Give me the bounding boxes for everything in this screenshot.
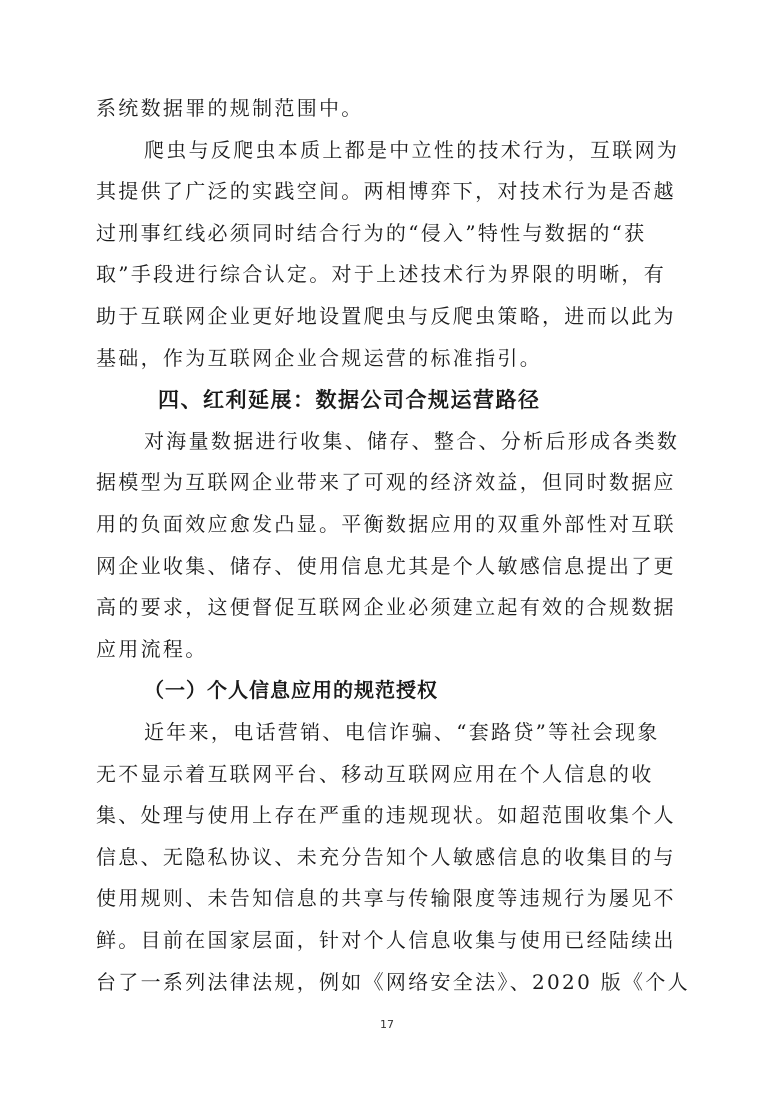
text-line: 对海量数据进行收集、储存、整合、分析后形成各类数: [144, 428, 680, 453]
text-line: 其提供了广泛的实践空间。两相博弈下，对技术行为是否越: [96, 179, 676, 204]
text-line: 用的负面效应愈发凸显。平衡数据应用的双重外部性对互联: [96, 512, 676, 536]
text-line: 无不显示着互联网平台、移动互联网应用在个人信息的收: [96, 761, 654, 786]
section-heading: 四、红利延展：数据公司合规运营路径: [158, 388, 541, 413]
text-line: 近年来，电话营销、电信诈骗、“套路贷”等社会现象: [144, 720, 660, 744]
text-line: 网企业收集、储存、使用信息尤其是个人敏感信息提出了更: [96, 553, 676, 578]
text-line: 取”手段进行综合认定。对于上述技术行为界限的明晰，有: [96, 262, 667, 287]
text-line: 信息、无隐私协议、未充分告知个人敏感信息的收集目的与: [96, 844, 676, 869]
text-line: 鲜。目前在国家层面，针对个人信息收集与使用已经陆续出: [96, 928, 676, 952]
text-line: 据模型为互联网企业带来了可观的经济效益，但同时数据应: [96, 470, 676, 495]
text-line: 助于互联网企业更好地设置爬虫与反爬虫策略，进而以此为: [96, 304, 676, 328]
text-line: 使用规则、未告知信息的共享与传输限度等违规行为屡见不: [96, 886, 676, 911]
subsection-heading: （一）个人信息应用的规范授权: [144, 678, 438, 703]
text-line: 基础，作为互联网企业合规运营的标准指引。: [96, 345, 542, 370]
text-line: 系统数据罪的规制范围中。: [96, 96, 364, 120]
text-line: 集、处理与使用上存在严重的违规现状。如超范围收集个人: [96, 803, 676, 828]
text-line: 台了一系列法律法规，例如《网络安全法》、2020 版《个人: [96, 969, 690, 994]
text-line: 高的要求，这便督促互联网企业必须建立起有效的合规数据: [96, 595, 676, 620]
text-line: 应用流程。: [96, 636, 208, 661]
text-line: 爬虫与反爬虫本质上都是中立性的技术行为，互联网为: [144, 137, 680, 162]
text-line: 过刑事红线必须同时结合行为的“侵入”特性与数据的“获: [96, 220, 647, 245]
page-number: 17: [380, 1018, 394, 1031]
